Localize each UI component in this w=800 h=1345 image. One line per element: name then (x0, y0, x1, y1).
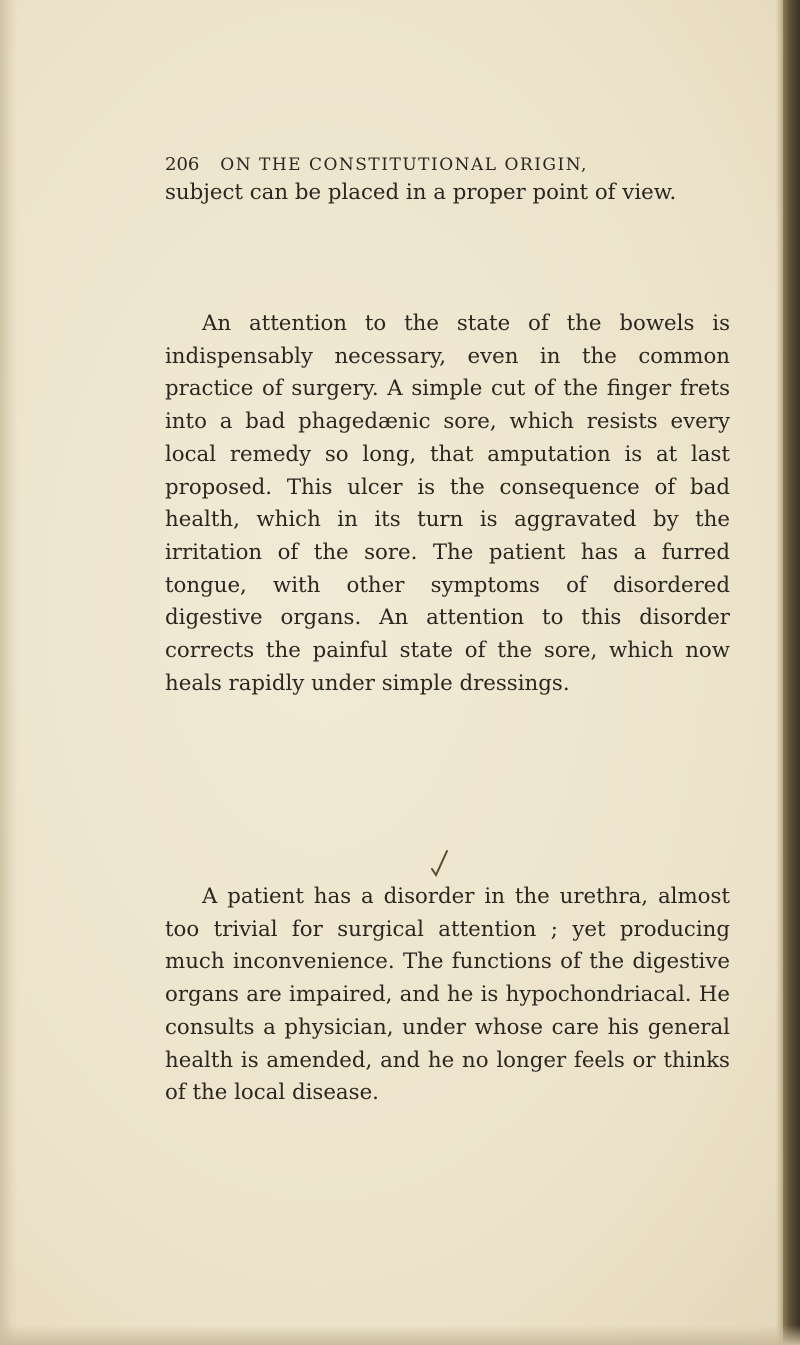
paragraph-3: A patient has a disorder in the urethra, almost too trivial for surgical attention ; yet producing much inconvenience. The functions of the digestive organs are impaired, and he is hypochondriacal. He consults a physician, under whose care his general health is amended, and he no longer feels or thinks of the local disease. (165, 884, 730, 1106)
page-number: 206 (165, 154, 200, 175)
page-edge-shadow (0, 0, 18, 1345)
running-head: ON THE CONSTITUTIONAL ORIGIN, (220, 155, 588, 175)
paragraph-2: An attention to the state of the bowels is indispensably necessary, even in the common practice of surgery. A simple cut of the finger frets into a bad phagedænic sore, which resists every local remedy so long, that amputation is at last proposed. This ulcer is the consequence of bad health, which in its turn is aggravated by the irritation of the sore. The patient has a furred tongue, with other symptoms of disordered digestive organs. An attention to this disorder corrects the painful state of the sore, which now heals rapidly under simple dressings. (165, 311, 730, 696)
book-binding (783, 0, 800, 1345)
page-bottom-shadow (0, 1325, 800, 1345)
pencil-check-mark (430, 847, 450, 877)
paragraph-1: subject can be placed in a proper point of view. (165, 180, 677, 205)
